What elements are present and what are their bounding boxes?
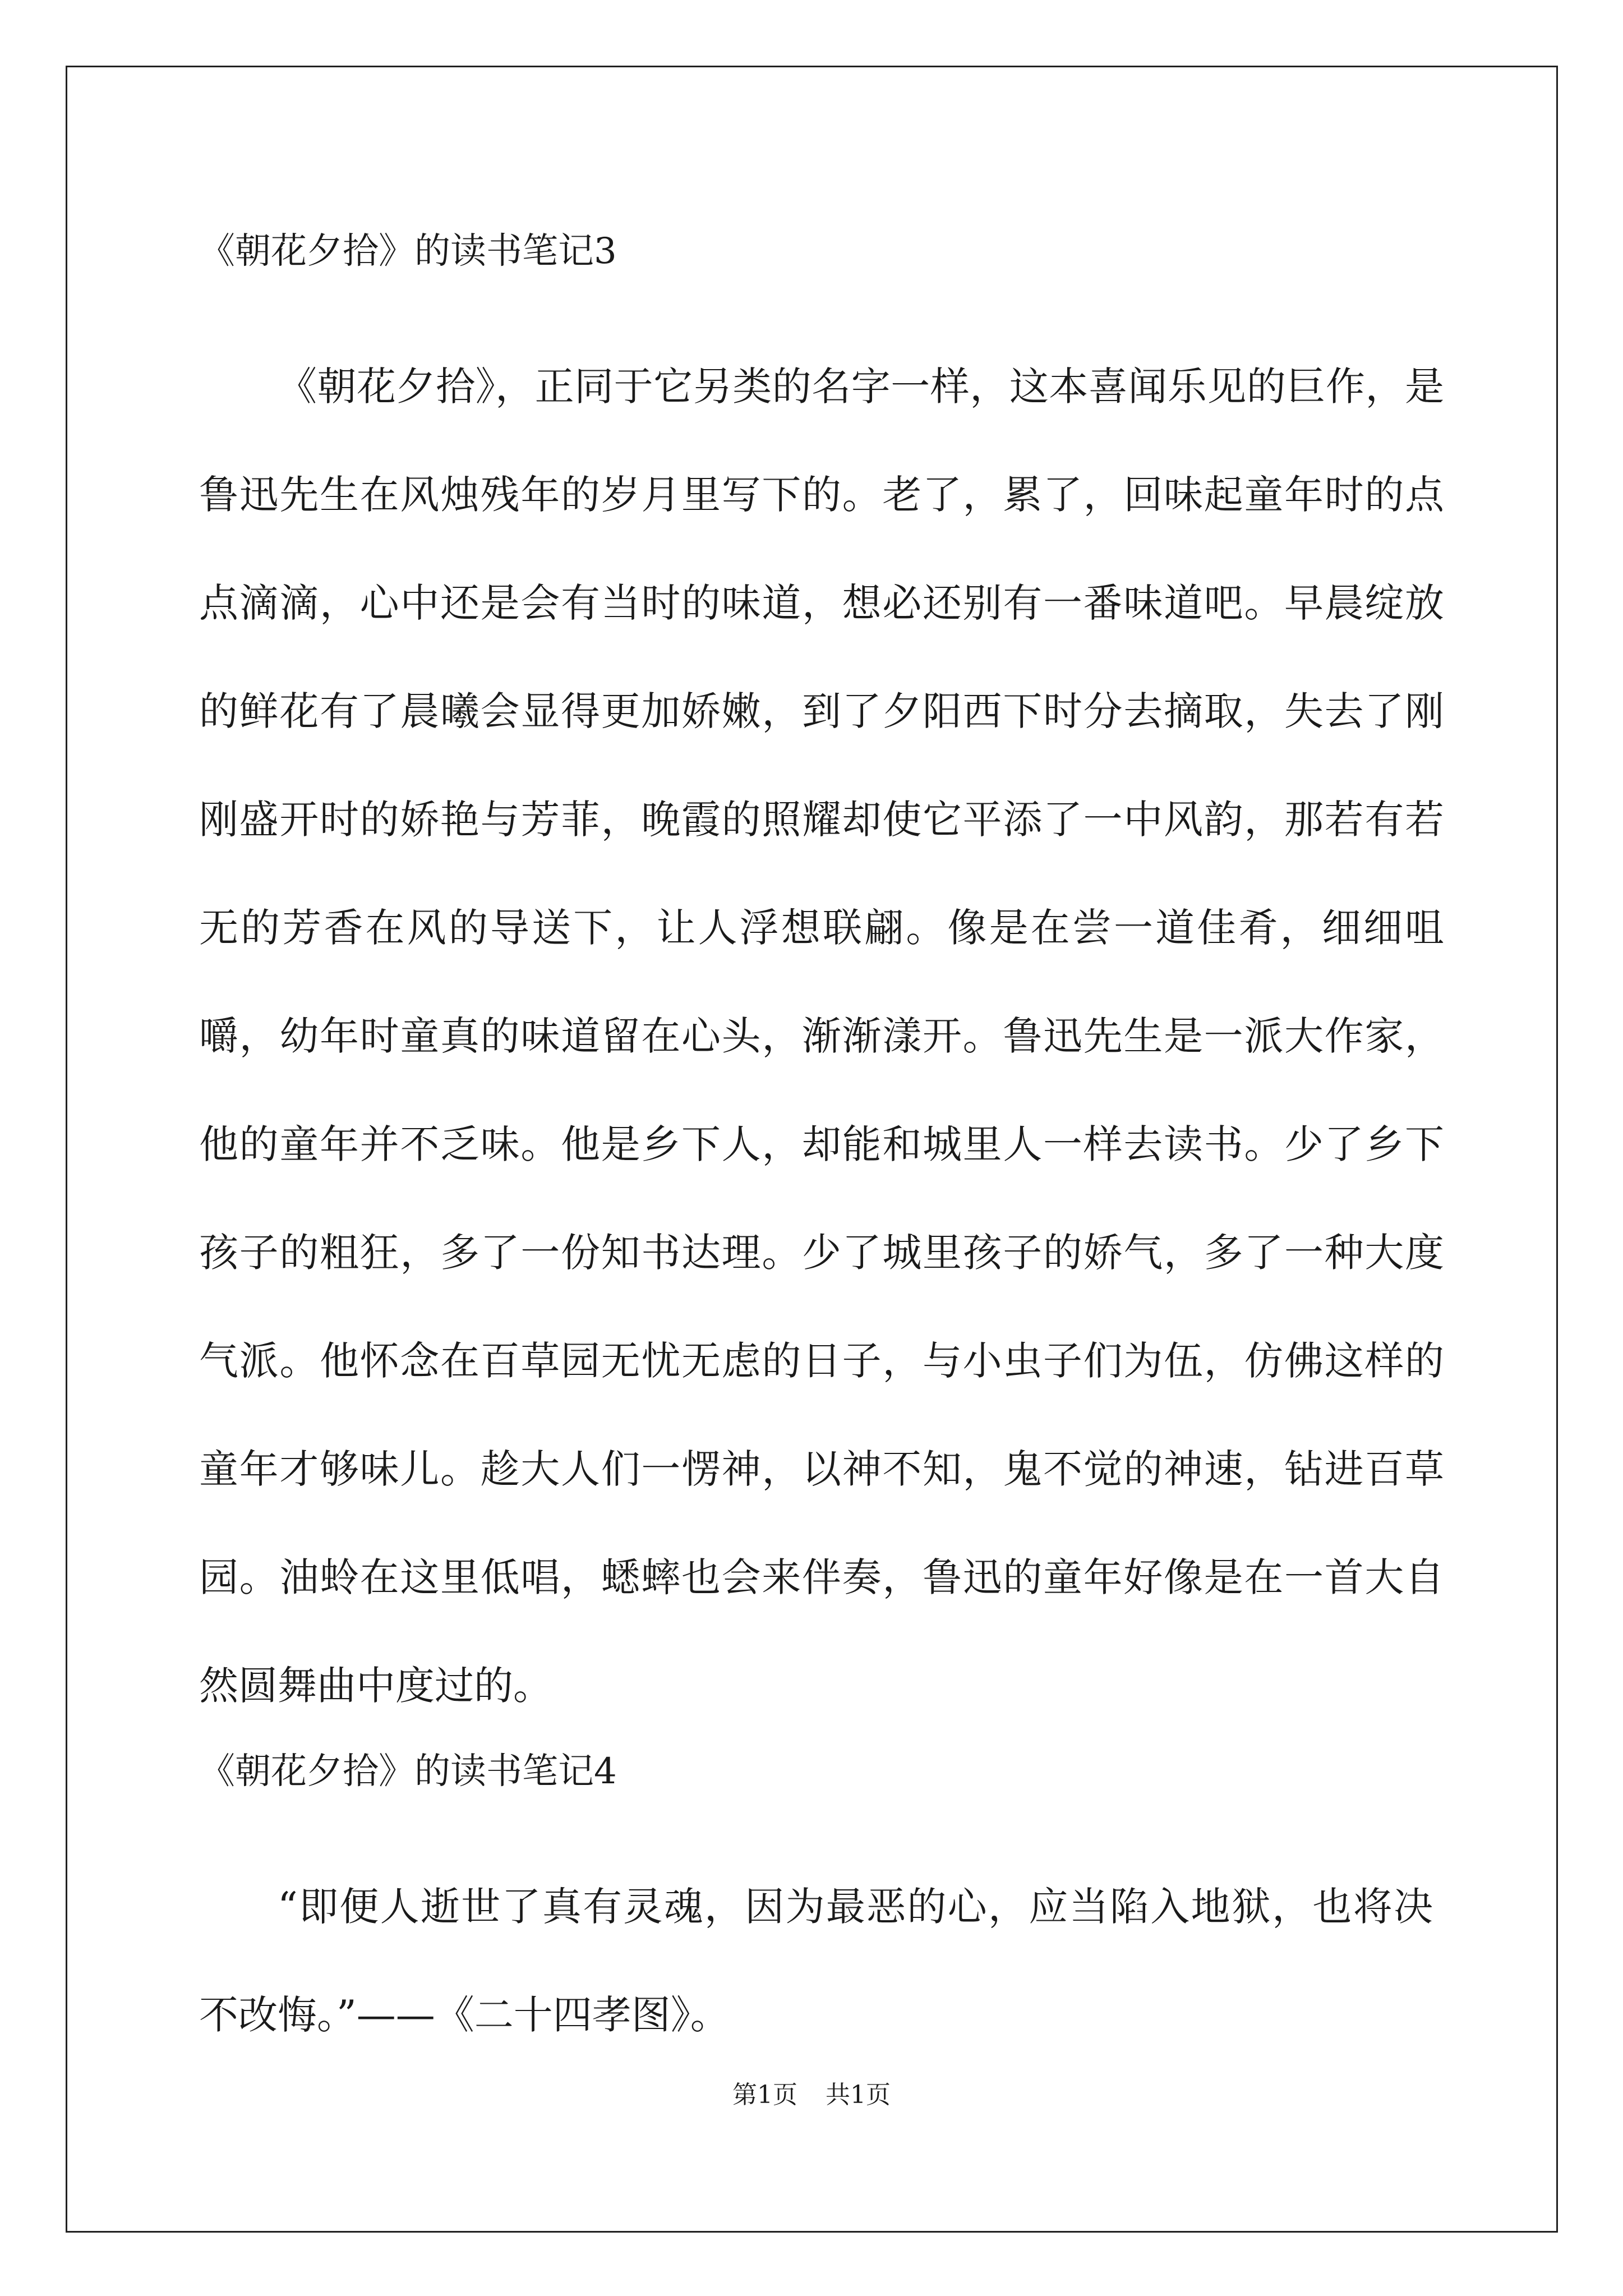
page-number-total: 共1页 [826,2081,891,2109]
section-title-4: 《朝花夕拾》的读书笔记4 [199,1751,617,1792]
section-paragraph-4: “即便人逝世了真有灵魂，因为最恶的心，应当陷入地狱，也将决不改悔。”——《二十四孝图》。 [199,1884,1433,2038]
page-footer [0,2078,1623,2112]
document-body [199,224,1444,2069]
section-title-3: 《朝花夕拾》的读书笔记3 [199,231,617,272]
page-number-current: 第1页 [732,2081,797,2109]
section-paragraph-3: 《朝花夕拾》，正同于它另类的名字一样，这本喜闻乐见的巨作，是鲁迅先生在风烛残年的岁月里写下的。老了，累了，回味起童年时的点点滴滴，心中还是会有当时的味道，想必还别有一番味道吧。早晨绽放的鲜花有了晨曦会显得更加娇嫩，到了夕阳西下时分去摘取，失去了刚刚盛开时的娇艳与芳菲，晚霞的照耀却使它平添了一中风韵，那若有若无的芳香在风的导送下，让人浮想联翩。像是在尝一道佳肴，细细咀嚼，幼年时童真的味道留在心头，渐渐漾开。鲁迅先生是一派大作家，他的童年并不乏味。他是乡下人，却能和城里人一样去读书。少了乡下孩子的粗狂，多了一份知书达理。少了城里孩子的娇气，多了一种大度气派。他怀念在百草园无忧无虑的日子，与小虫子们为伍，仿佛这样的童年才够味儿。趁大人们一愣神，以神不知，鬼不觉的神速，钻进百草园。油蛉在这里低唱，蟋蟀也会来伴奏，鲁迅的童年好像是在一首大自然圆舞曲中度过的。 [199,364,1444,1709]
